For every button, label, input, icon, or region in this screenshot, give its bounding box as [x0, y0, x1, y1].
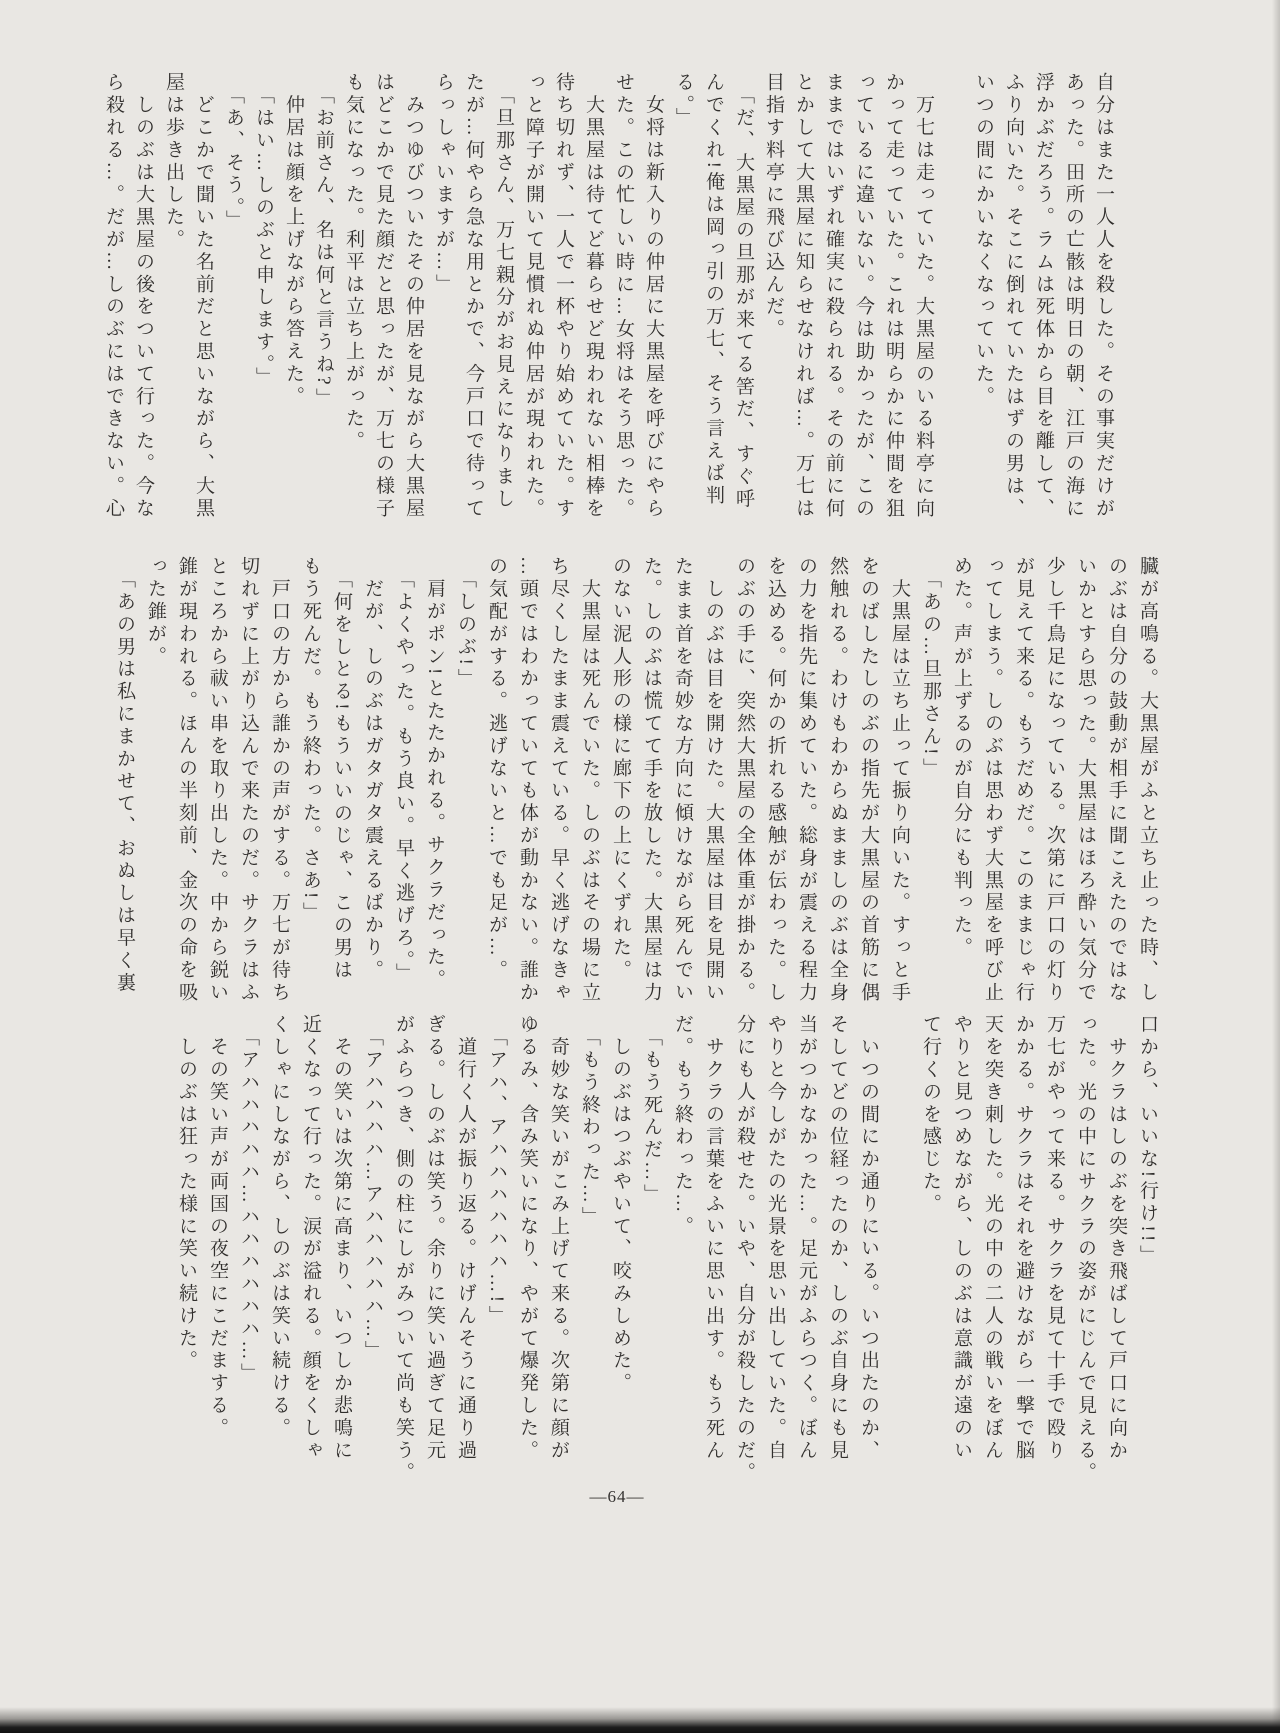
text-column: だが、しのぶはガタガタ震えるばかり。	[362, 556, 383, 982]
text-column: サクラの言葉をふいに思い出す。もう死ん	[703, 1014, 724, 1462]
text-column: はどこかで見た顔だと思ったが、万七の様子	[373, 72, 394, 520]
text-column: 女将は新入りの仲居に大黒屋を呼びにやら	[643, 72, 664, 520]
text-column: をのばしたしのぶの指先が大黒屋の首筋に偶	[858, 556, 879, 1004]
text-column: 万七がやって来る。サクラを見て十手で殴り	[1044, 1014, 1065, 1462]
scan-edge-right-shadow	[1272, 0, 1280, 1733]
text-column: いつの間にか通りにいる。いつ出たのか、	[858, 1014, 879, 1462]
text-column: いつの間にかいなくなっていた。	[973, 72, 994, 408]
text-column: 「お前さん、名は何と言うね?」	[313, 72, 334, 411]
text-column: る。」	[673, 72, 694, 130]
page-number: ―64―	[589, 1487, 645, 1506]
text-column: 大黒屋は待てど暮らせど現われない相棒を	[583, 72, 604, 520]
text-column: 「アハハハハハ…ハハハハハハ…」	[238, 1014, 259, 1386]
text-band-bottom	[171, 1014, 1163, 1485]
text-column: ゆるみ、含み笑いになり、やがて爆発した。	[517, 1014, 538, 1462]
text-column: ふり向いた。そこに倒れていたはずの男は、	[1003, 72, 1024, 520]
text-column: 「何をしとる!もういいのじゃ、この男は	[331, 556, 352, 982]
text-column: しのぶは目を開けた。大黒屋は目を見開い	[703, 556, 724, 1004]
text-column: 戸口の方から誰かの声がする。万七が待ち	[269, 556, 290, 1004]
text-column: の気配がする。逃げないと…でも足が…。	[486, 556, 507, 982]
text-column: っているに違いない。今は助かったが、この	[853, 72, 874, 520]
text-column: 「はい…しのぶと申します。」	[253, 72, 274, 389]
text-column: かって走っていた。これは明らかに仲間を狙	[883, 72, 904, 520]
text-column: 「だ、大黒屋の旦那が来てる筈だ、すぐ呼	[733, 72, 754, 511]
text-column: が見えて来る。もうだめだ。このままじゃ行	[1013, 556, 1034, 1004]
text-band-top	[98, 72, 1118, 550]
text-column: 「あの…旦那さん!」	[920, 556, 941, 781]
text-column: ち尽くしたまま震えている。早く逃げなきゃ	[548, 556, 569, 1004]
text-column: 仲居は顔を上げながら答えた。	[283, 72, 304, 408]
text-column: みつゆびついたその仲居を見ながら大黒屋	[403, 72, 424, 520]
text-column: がふらつき、側の柱にしがみついて尚も笑う。	[393, 1014, 414, 1485]
text-column: 錐が現われる。ほんの半刻前、金次の命を吸	[176, 556, 197, 1004]
text-column: 浮かぶだろう。ラムは死体から目を離して、	[1033, 72, 1054, 520]
text-column: しのぶはつぶやいて、咬みしめた。	[610, 1014, 631, 1395]
text-column: 切れずに上がり込んで来たのだ。サクラはふ	[238, 556, 259, 1004]
text-column: 臓が高鳴る。大黒屋がふと立ち止った時、し	[1137, 556, 1158, 1004]
blank-column	[884, 1014, 915, 1472]
text-column: いかとすら思った。大黒屋はほろ酔い気分で	[1075, 556, 1096, 1004]
text-column: 「アハ、アハハハハハハ…!」	[486, 1014, 507, 1328]
text-column: の力を指先に集めていた。総身が震える程力	[796, 556, 817, 1004]
text-column: だ。もう終わった…。	[672, 1014, 693, 1238]
text-column: やりと今しがたの光景を思い出していた。自	[765, 1014, 786, 1462]
text-column: て行くのを感じた。	[920, 1014, 941, 1216]
text-column: 奇妙な笑いがこみ上げて来る。次第に顔が	[548, 1014, 569, 1462]
text-column: もう死んだ。もう終わった。さあ!」	[300, 556, 321, 925]
text-column: のない泥人形の様に廊下の上にくずれた。	[610, 556, 631, 982]
text-column: どこかで聞いた名前だと思いながら、大黒	[193, 72, 214, 520]
text-column: あった。田所の亡骸は明日の朝、江戸の海に	[1063, 72, 1084, 520]
text-column: 待ち切れず、一人で一杯やり始めていた。す	[553, 72, 574, 520]
text-column: 目指す料亭に飛び込んだ。	[763, 72, 784, 341]
text-column: を込める。何かの折れる感触が伝わった。し	[765, 556, 786, 1004]
text-column: んでくれ!俺は岡っ引の万七、そう言えば判	[703, 72, 724, 508]
text-column: ってしまう。しのぶは思わず大黒屋を呼び止	[982, 556, 1003, 1004]
text-column: せた。この忙しい時に…女将はそう思った。	[613, 72, 634, 520]
text-column: 「アハハハハ…アハハハハハ…」	[362, 1014, 383, 1363]
text-column: 「旦那さん、万七親分がお見えになりまし	[493, 72, 514, 511]
text-column: 然触れる。わけもわからぬまましのぶは全身	[827, 556, 848, 1004]
text-column: 「あの男は私にまかせて、おぬしは早く裏	[114, 556, 135, 995]
text-column: たまま首を奇妙な方向に傾けながら死んでい	[672, 556, 693, 1004]
text-column: のぶの手に、突然大黒屋の全体重が掛かる。	[734, 556, 755, 1004]
text-column: 近くなって行った。涙が溢れる。顔をくしゃ	[300, 1014, 321, 1462]
text-column: 当がつかなかった…。足元がふらつく。ぼん	[796, 1014, 817, 1462]
text-column: 天を突き刺した。光の中の二人の戦いをぼん	[982, 1014, 1003, 1462]
text-column: 肩がポン!とたたかれる。サクラだった。	[424, 556, 445, 992]
text-column: しのぶは狂った様に笑い続けた。	[176, 1014, 197, 1373]
text-column: たが…何やら急な用とかで、今戸口で待って	[463, 72, 484, 520]
text-column: のぶは自分の鼓動が相手に聞こえたのではな	[1106, 556, 1127, 1004]
text-column: …頭ではわかっていても体が動かない。誰か	[517, 556, 538, 1004]
text-column: その笑い声が両国の夜空にこだまする。	[207, 1014, 228, 1440]
text-column: 道行く人が振り返る。けげんそうに通り過	[455, 1014, 476, 1462]
text-column: ところから祓い串を取り出した。中から鋭い	[207, 556, 228, 1004]
text-column: やりと見つめながら、しのぶは意識が遠のい	[951, 1014, 972, 1462]
text-column: ら殺れる…。だが…しのぶにはできない。心	[103, 72, 124, 520]
text-column: 「もう死んだ…」	[641, 1014, 662, 1207]
text-column: 自分はまた一人人を殺した。その事実だけが	[1093, 72, 1114, 520]
text-column: った。光の中にサクラの姿がにじんで見える。	[1075, 1014, 1096, 1485]
text-column: らっしゃいますが…」	[433, 72, 454, 296]
text-band-middle	[109, 556, 1163, 1014]
blank-column	[938, 72, 968, 550]
text-column: 「あ、そう。」	[223, 72, 244, 233]
text-column: サクラはしのぶを突き飛ばして戸口に向か	[1106, 1014, 1127, 1462]
text-column: った錐が。	[145, 556, 166, 668]
text-column: とかして大黒屋に知らせなければ…。万七は	[793, 72, 814, 520]
text-column: 万七は走っていた。大黒屋のいる料亭に向	[913, 72, 934, 520]
text-column: 口から、いいな!行け!!」	[1137, 1014, 1158, 1268]
text-column: 「よくやった。もう良い。早く逃げろ。」	[393, 556, 414, 985]
text-column: っと障子が開いて見慣れぬ仲居が現われた。	[523, 72, 544, 520]
text-column: ぎる。しのぶは笑う。余りに笑い過ぎて足元	[424, 1014, 445, 1462]
text-column: その笑いは次第に高まり、いつしか悲鳴に	[331, 1014, 352, 1462]
text-column: 「しのぶ!」	[455, 556, 476, 691]
text-column: そしてどの位経ったのか、しのぶ自身にも見	[827, 1014, 848, 1462]
scan-edge-bottom-shadow	[0, 1707, 1280, 1733]
text-column: めた。声が上ずるのが自分にも判った。	[951, 556, 972, 960]
text-column: 屋は歩き出した。	[163, 72, 184, 252]
text-column: 「もう終わった…」	[579, 1014, 600, 1229]
text-column: ままではいずれ確実に殺られる。その前に何	[823, 72, 844, 520]
text-column: た。しのぶは慌てて手を放した。大黒屋は力	[641, 556, 662, 1004]
text-column: 大黒屋は死んでいた。しのぶはその場に立	[579, 556, 600, 1004]
text-column: 分にも人が殺せた。いや、自分が殺したのだ。	[734, 1014, 755, 1485]
text-column: くしゃにしながら、しのぶは笑い続ける。	[269, 1014, 290, 1440]
text-column: 大黒屋は立ち止って振り向いた。すっと手	[889, 556, 910, 1004]
text-column: かかる。サクラはそれを避けながら一撃で脳	[1013, 1014, 1034, 1462]
text-column: も気になった。利平は立ち上がった。	[343, 72, 364, 453]
text-column: 少し千鳥足になっている。次第に戸口の灯り	[1044, 556, 1065, 1004]
text-column: しのぶは大黒屋の後をついて行った。今な	[133, 72, 154, 520]
